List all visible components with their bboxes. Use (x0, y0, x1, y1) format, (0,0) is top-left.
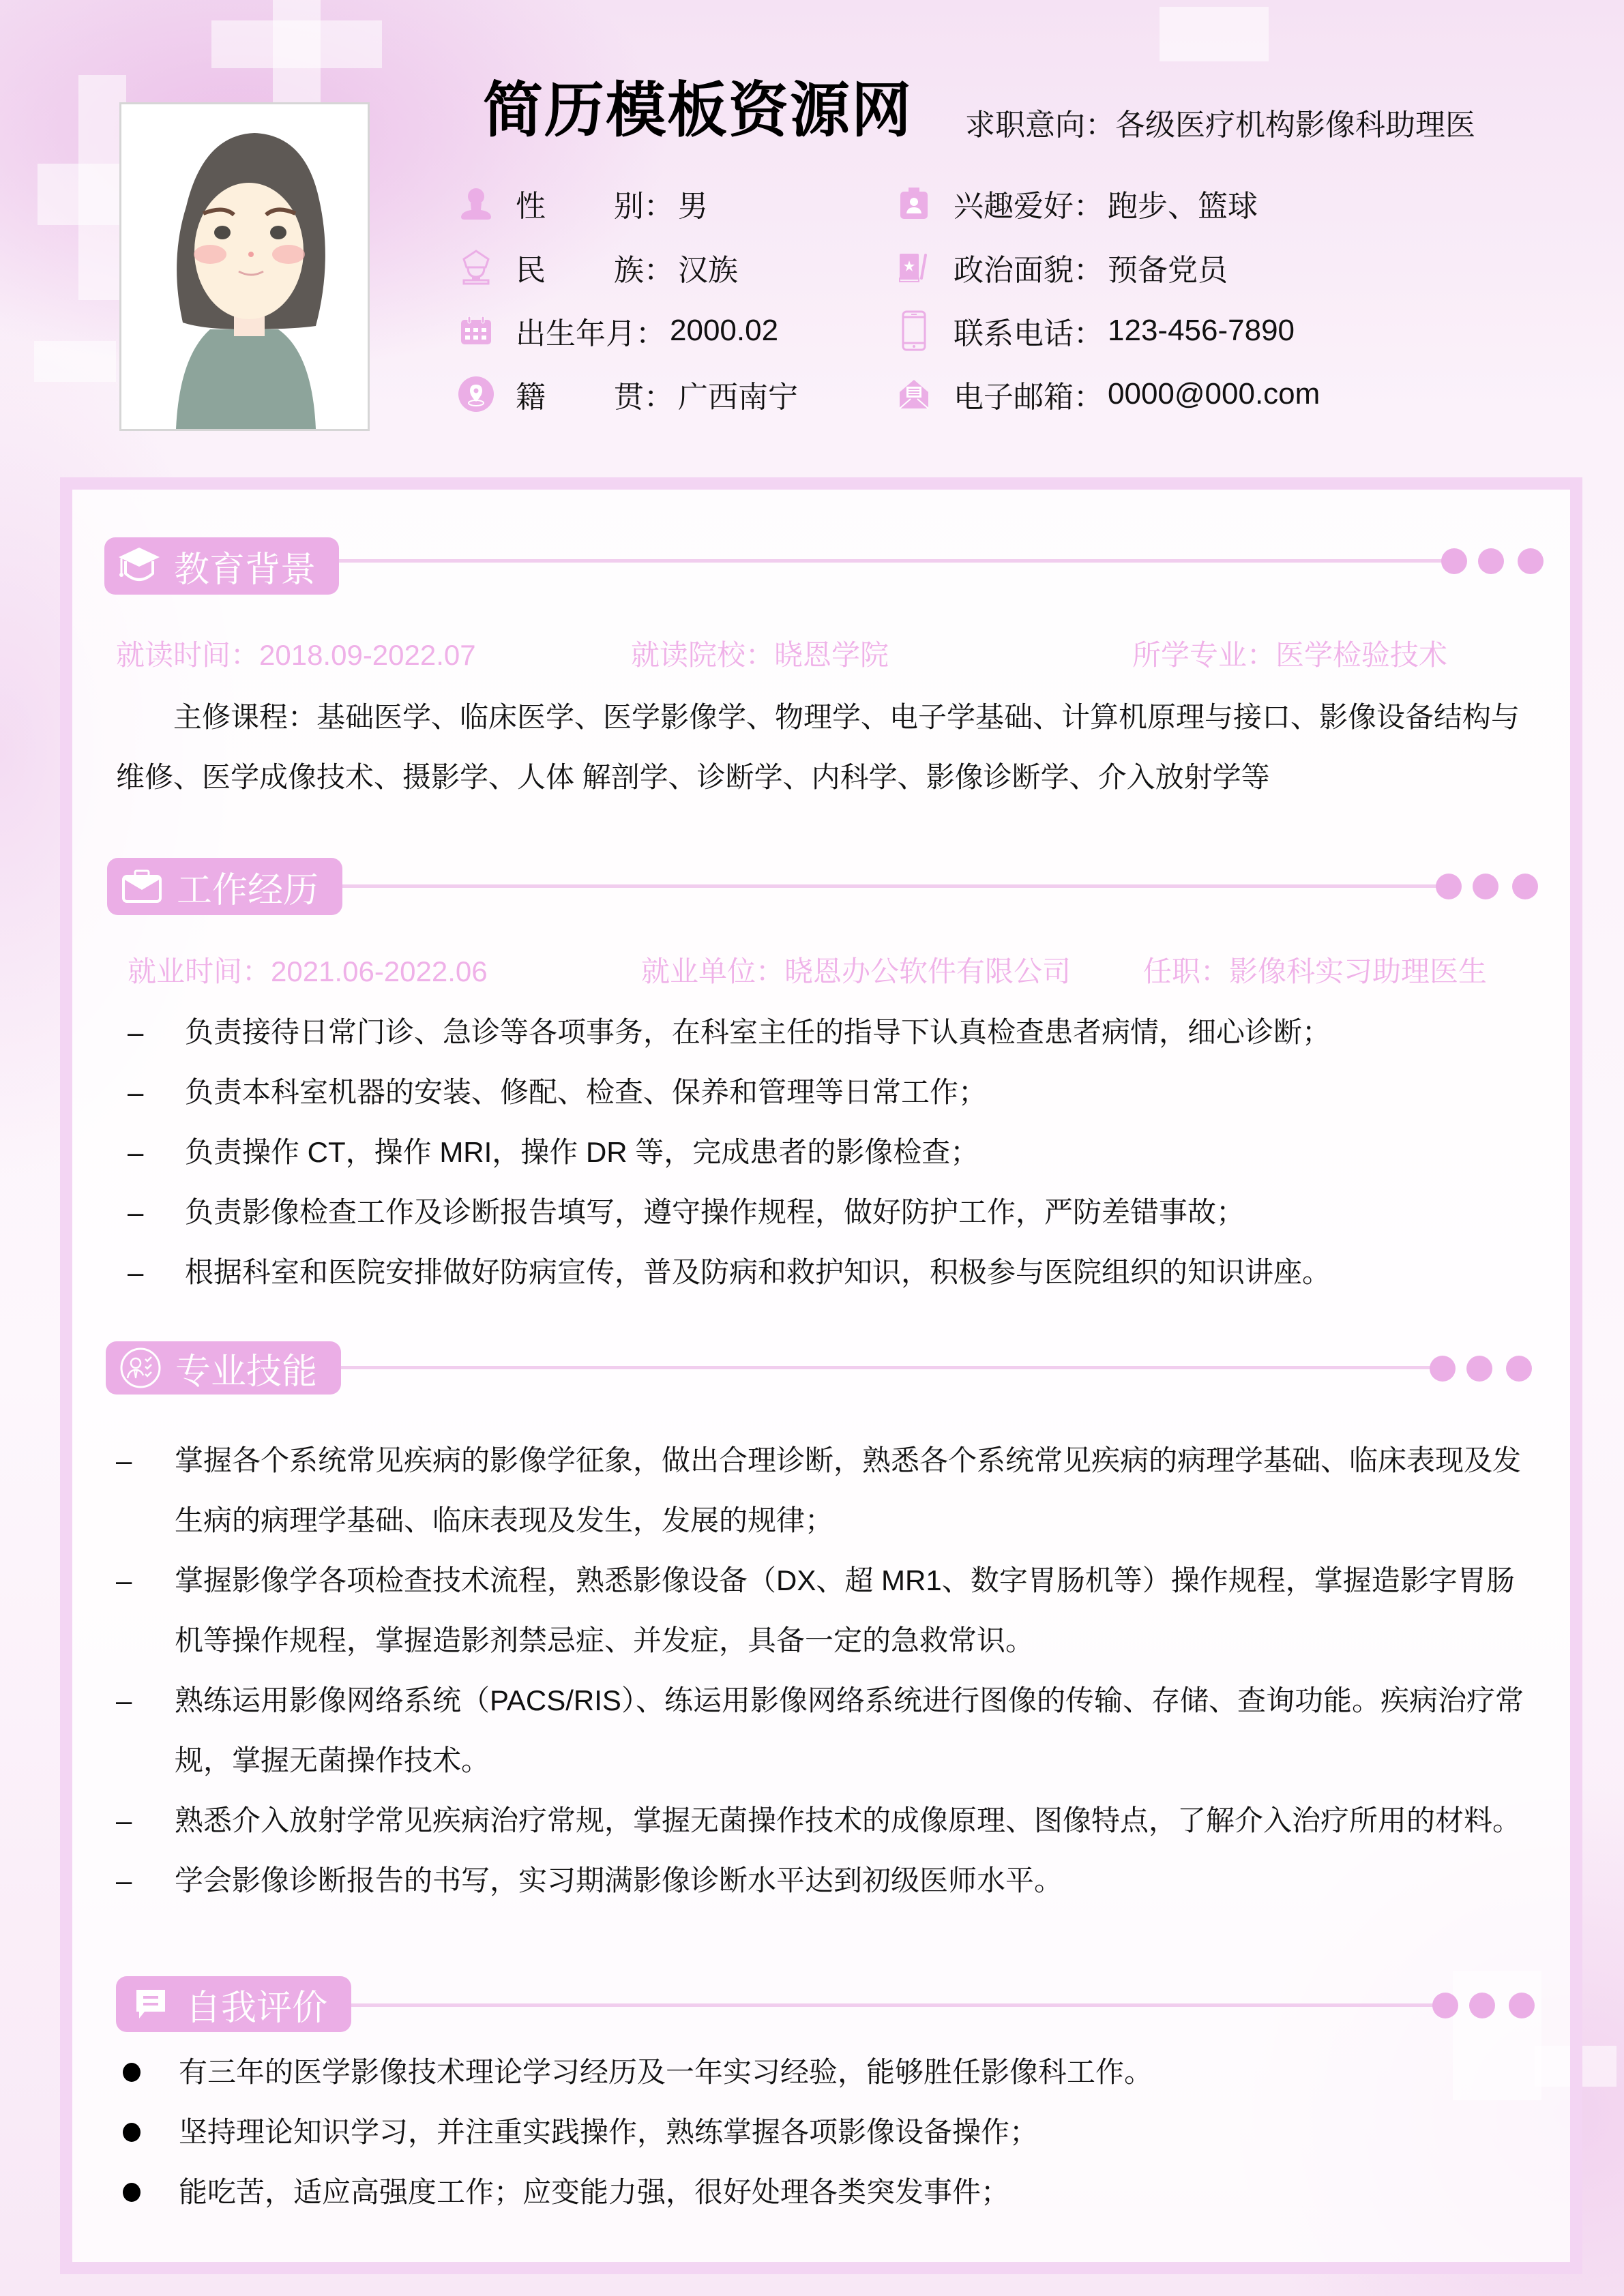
colon: ： (1074, 317, 1104, 351)
profile-photo (119, 102, 370, 431)
value-hobbies: 跑步、篮球 (1108, 190, 1258, 223)
colon: ： (644, 254, 674, 287)
edu-courses: 主修课程：基础医学、临床医学、医学影像学、物理学、电子学基础、计算机原理与接口、影像设备结构与维修、医学成像技术、摄影学、人体 解剖学、诊断学、内科学、影像诊断学、介入放射学等 (116, 701, 1520, 793)
info-political (895, 243, 1228, 291)
section-heading-skills (106, 1341, 341, 1395)
briefcase-icon (117, 866, 167, 907)
bg-cross (273, 0, 321, 116)
edu-school: 就读院校：晓恩学院 (631, 639, 889, 671)
value-birth: 2000.02 (670, 314, 779, 347)
badge-icon (895, 184, 933, 222)
skill-item: – 熟悉介入放射学常见疾病治疗常规，掌握无菌操作技术的成像原理、图像特点，了解介入治疗所用的材料。 (116, 1804, 1522, 1836)
notebook-icon (895, 248, 933, 286)
phone-icon (895, 312, 933, 350)
label-ethnicity-b: 族 (614, 254, 644, 287)
bullet-icon (123, 2063, 141, 2082)
value-gender: 男 (678, 190, 708, 223)
bullet-icon (123, 2123, 141, 2142)
heading-text: 工作经历 (177, 870, 319, 910)
section-divider (342, 884, 1451, 888)
graduation-cap-icon (114, 546, 164, 586)
edu-time: 就读时间：2018.09-2022.07 (116, 639, 476, 671)
bg-cross (34, 341, 116, 382)
ethnicity-icon (457, 248, 495, 286)
info-gender (457, 179, 708, 227)
label-hometown-b: 贯 (614, 381, 644, 414)
label-hometown-a: 籍 (516, 381, 546, 414)
work-company: 就业单位：晓恩办公软件有限公司 (641, 955, 1072, 987)
value-political: 预备党员 (1108, 254, 1228, 287)
skill-item: – 掌握各个系统常见疾病的影像学征象，做出合理诊断，熟悉各个系统常见疾病的病理学基础、临床表现及发生病的病理学基础、临床表现及发生，发展的规律； (116, 1444, 1522, 1536)
colon: ： (1074, 254, 1104, 287)
skill-item: – 熟练运用影像网络系统（PACS/RIS）、练运用影像网络系统进行图像的传输、存储、查询功能。疾病治疗常规，掌握无菌操作技术。 (116, 1684, 1524, 1776)
section-heading-self-eval (116, 1976, 351, 2032)
calendar-icon (457, 312, 495, 350)
skills-checklist-icon (115, 1347, 166, 1388)
label-email: 电子邮箱 (954, 381, 1074, 414)
job-intent: 求职意向：各级医疗机构影像科助理医 (965, 108, 1475, 142)
label-birth: 出生年月 (516, 317, 636, 351)
heading-text: 自我评价 (186, 1988, 328, 2028)
colon: ： (1074, 190, 1104, 223)
label-gender-b: 别 (614, 190, 644, 223)
avatar-illustration (121, 104, 368, 429)
decor-dots (1436, 874, 1538, 901)
work-position: 任职：影像科实习助理医生 (1143, 955, 1488, 987)
label-ethnicity-a: 民 (516, 254, 546, 287)
edu-major: 所学专业：医学检验技术 (1132, 639, 1448, 671)
skill-item: – 掌握影像学各项检查技术流程，熟悉影像设备（DX、超 MR1、数字胃肠机等）操作规程，掌握造影字胃肠机等操作规程，掌握造影剂禁忌症、并发症，具备一定的急救常识。 (116, 1564, 1515, 1656)
section-divider (341, 1366, 1446, 1369)
info-hobbies (895, 179, 1258, 227)
label-phone: 联系电话 (954, 317, 1074, 351)
decor-dots (1432, 1993, 1535, 2020)
skill-item: – 学会影像诊断报告的书写，实习期满影像诊断水平达到初级医师水平。 (116, 1864, 1063, 1896)
info-hometown (457, 370, 798, 418)
section-divider (351, 2003, 1449, 2007)
section-heading-work (107, 858, 342, 915)
colon: ： (636, 317, 666, 351)
section-heading-education (104, 537, 339, 595)
value-phone: 123-456-7890 (1108, 314, 1295, 347)
mail-icon (895, 375, 933, 413)
value-ethnicity: 汉族 (678, 254, 738, 287)
bullet-icon (123, 2183, 141, 2202)
decor-dots (1430, 1356, 1532, 1383)
colon: ： (1074, 381, 1104, 414)
label-political: 政治面貌 (954, 254, 1074, 287)
decor-dots (1441, 548, 1544, 576)
work-time: 就业时间：2021.06-2022.06 (128, 955, 488, 987)
bg-cross (1160, 7, 1269, 61)
info-phone (895, 307, 1295, 355)
section-divider (339, 559, 1458, 563)
label-gender-a: 性 (516, 190, 546, 223)
value-email: 0000@000.com (1108, 377, 1320, 411)
comment-icon (126, 1984, 176, 2025)
page-title: 简历模板资源网 (483, 76, 913, 144)
colon: ： (644, 381, 674, 414)
person-icon (457, 184, 495, 222)
info-birth (457, 307, 778, 355)
value-hometown: 广西南宁 (678, 381, 798, 414)
colon: ： (644, 190, 674, 223)
info-ethnicity (457, 243, 738, 291)
heading-text: 教育背景 (174, 550, 316, 590)
heading-text: 专业技能 (175, 1352, 318, 1392)
info-email (895, 370, 1320, 418)
label-hobbies: 兴趣爱好 (954, 190, 1074, 223)
location-icon (457, 375, 495, 413)
